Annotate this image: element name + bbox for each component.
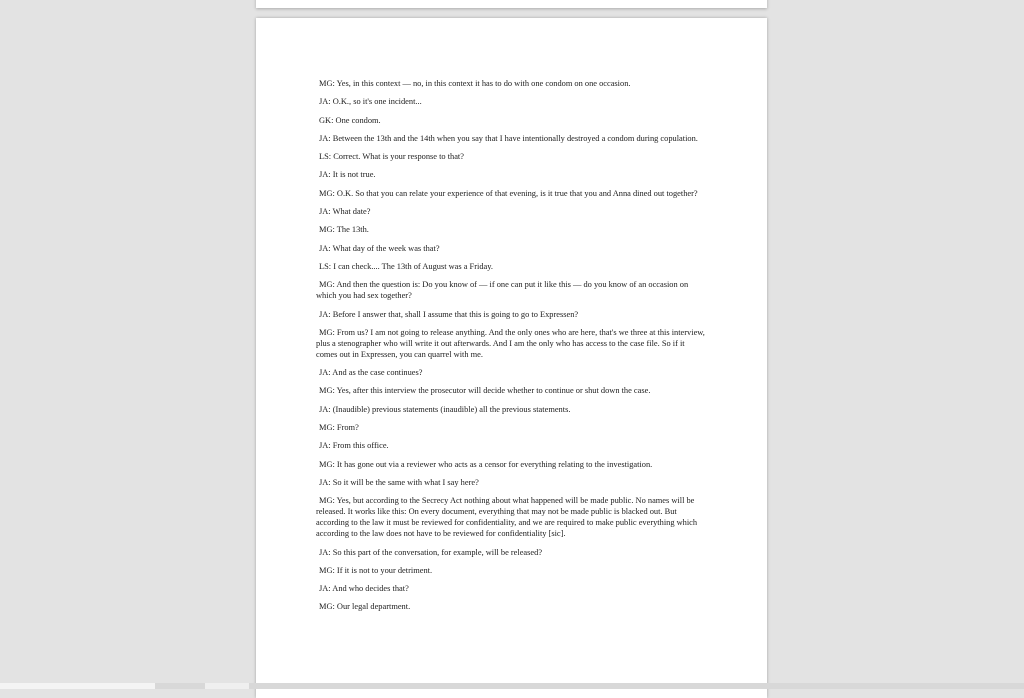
transcript-line: MG: From?	[319, 423, 359, 433]
horizontal-scrollbar[interactable]	[0, 683, 1024, 689]
transcript-line: JA: Before I answer that, shall I assume that this is going to go to Expressen?	[319, 309, 579, 319]
transcript-line: JA: It is not true.	[319, 170, 376, 180]
transcript-line: MG: Our legal department.	[319, 602, 411, 612]
transcript-line: JA: And who decides that?	[319, 584, 409, 594]
transcript-line: MG: From us? I am not going to release anything. And the only ones who are here, that's we three at this interview, plus a stenographer who will write it out afterwards. And I am the only who has access to the case file. So if it comes out in Expressen, you can quarrel with me.	[316, 327, 705, 359]
previous-page	[256, 0, 767, 8]
transcript-line: JA: So this part of the conversation, for example, will be released?	[319, 547, 543, 557]
transcript-line: JA: Between the 13th and the 14th when you say that I have intentionally destroyed a condom during copulation.	[319, 133, 698, 143]
transcript-line: MG: The 13th.	[319, 225, 369, 235]
transcript-line: LS: Correct. What is your response to that?	[319, 152, 464, 162]
transcript-text	[316, 78, 708, 620]
document-page	[256, 18, 767, 698]
transcript-line: JA: What day of the week was that?	[319, 243, 440, 253]
transcript-line: MG: Yes, but according to the Secrecy Act nothing about what happened will be made public. No names will be released. It works like this: On every document, everything that may not be made public is blacked out. But according to the law it must be reviewed for confidentiality, and we are required to make public everything which according to the law does not have to be reviewed for confidentiality [sic].	[316, 496, 698, 539]
transcript-line: MG: O.K. So that you can relate your experience of that evening, is it true that you and Anna dined out together?	[319, 188, 698, 198]
transcript-line: JA: O.K., so it's one incident...	[319, 97, 422, 107]
transcript-line: MG: Yes, in this context — no, in this context it has to do with one condom on one occasion.	[319, 79, 631, 88]
transcript-line: JA: So it will be the same with what I say here?	[319, 477, 479, 487]
transcript-line: MG: If it is not to your detriment.	[319, 565, 433, 575]
scrollbar-track-segment	[205, 683, 249, 689]
scrollbar-thumb[interactable]	[0, 683, 155, 689]
transcript-line: JA: What date?	[319, 207, 371, 217]
transcript-line: JA: From this office.	[319, 441, 389, 451]
transcript-line: JA: (Inaudible) previous statements (inaudible) all the previous statements.	[319, 404, 571, 414]
transcript-line: GK: One condom.	[319, 115, 381, 125]
transcript-line: JA: And as the case continues?	[319, 368, 423, 378]
transcript-line: LS: I can check.... The 13th of August was a Friday.	[319, 261, 493, 271]
transcript-line: MG: It has gone out via a reviewer who acts as a censor for everything relating to the investigation.	[319, 459, 653, 469]
transcript-line: MG: Yes, after this interview the prosecutor will decide whether to continue or shut down the case.	[319, 386, 651, 396]
transcript-line: MG: And then the question is: Do you know of — if one can put it like this — do you know of an occasion on which you had sex together?	[316, 280, 689, 301]
